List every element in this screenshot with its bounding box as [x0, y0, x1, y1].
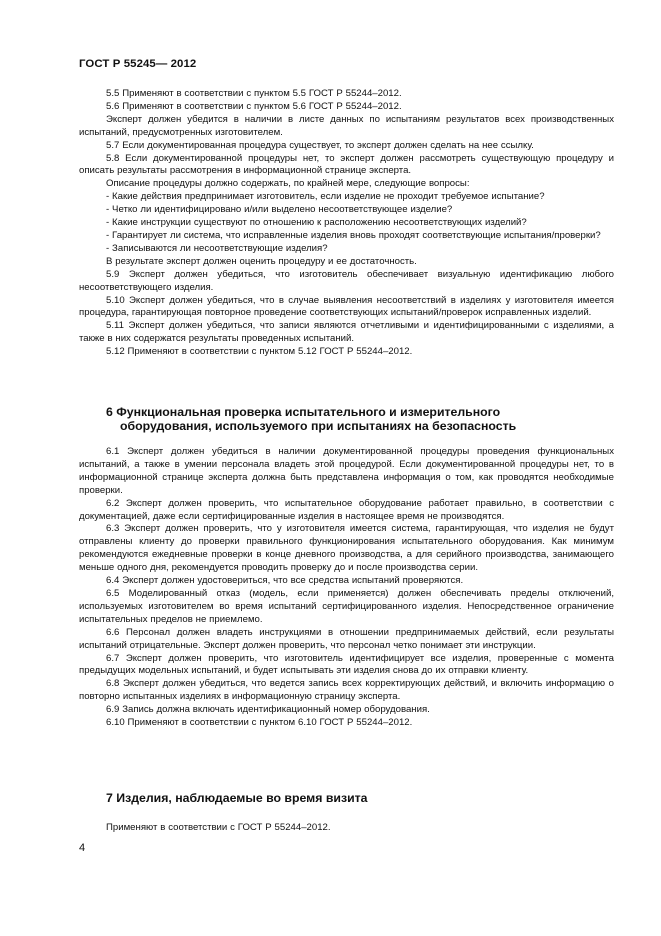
paragraph: 6.7 Эксперт должен проверить, что изготовитель идентифицирует все изделия, проверенные с момента предыдущих модельных испытаний, и будет испытывать эти изделия снова до их отправки клиенту. — [79, 652, 614, 677]
section6-heading — [106, 406, 606, 433]
paragraph: В результате эксперт должен оценить процедуру и ее достаточность. — [106, 255, 417, 267]
section5-clauses — [79, 88, 614, 359]
paragraph: 5.5 Применяют в соответствии с пунктом 5.5 ГОСТ Р 55244–2012. — [106, 88, 402, 99]
paragraph: 6.6 Персонал должен владеть инструкциями в отношении предпринимаемых действий, если результаты испытаний отрицательные. Эксперт должен проверить, что персонал четко понимает эти инструкции. — [79, 626, 614, 651]
paragraph: 6.9 Запись должна включать идентификационный номер оборудования. — [106, 704, 430, 716]
paragraph: 6.8 Эксперт должен убедиться, что ведется запись всех корректирующих действий, и включить информацию о повторно испытанных изделиях в информационную страницу эксперта. — [79, 678, 614, 703]
paragraph: Применяют в соответствии с ГОСТ Р 55244–2012. — [106, 822, 331, 833]
paragraph: 5.8 Если документированной процедуры нет, то эксперт должен рассмотреть существующую процедуру и описать результаты рассмотрения в информационной странице эксперта. — [79, 152, 614, 177]
section6-heading-line2: оборудования, используемого при испытаниях на безопасность — [120, 418, 517, 433]
list-item: - Какие инструкции существуют по отношению к расположению несоответствующих изделий? — [106, 217, 527, 229]
paragraph: 5.12 Применяют в соответствии с пунктом 5.12 ГОСТ Р 55244–2012. — [106, 346, 413, 358]
paragraph: 6.2 Эксперт должен проверить, что испытательное оборудование работает правильно, в соответствии с документацией, даже если сертифицированные изделия в настоящее время не производятся. — [79, 497, 614, 522]
list-item: - Какие действия предпринимает изготовитель, если изделие не проходит требуемое испытание? — [106, 191, 545, 203]
list-item: - Гарантирует ли система, что исправленные изделия вновь проходят соответствующие испытания/проверки? — [106, 229, 601, 241]
paragraph: 6.3 Эксперт должен проверить, что у изготовителя имеется система, гарантирующая, что изделия не будут отправлены клиенту до проверки правильного функционирования испытательного оборудования. Как минимум рекомендуются ежедневные проверки в конце дневного производства, а для серийного производства, занимающего меньше одного дня, рекомендуется проводить проверку до и после производства серии. — [79, 523, 614, 574]
section6-heading-line1: 6 Функциональная проверка испытательного и измерительного — [106, 405, 501, 419]
paragraph: 5.9 Эксперт должен убедиться, что изготовитель обеспечивает визуальную идентификацию любого несоответствующего изделия. — [79, 268, 614, 293]
section6-clauses — [79, 446, 614, 730]
paragraph: Описание процедуры должно содержать, по крайней мере, следующие вопросы: — [106, 178, 470, 190]
paragraph: 5.11 Эксперт должен убедиться, что записи являются отчетливыми и идентифицированными с изделиями, а также в них содержатся результаты проведенных испытаний. — [79, 320, 614, 345]
paragraph: 6.5 Моделированный отказ (модель, если применяется) должен обеспечивать пределы отключений, используемых изготовителем во время испытаний сертифицированного изделия. Непосредственное ограничение испытательных пределов не приемлемо. — [79, 587, 614, 625]
page-number: 4 — [79, 842, 86, 854]
paragraph: 5.7 Если документированная процедура существует, то эксперт должен сделать на нее ссылку. — [106, 139, 534, 151]
section7-body — [79, 822, 614, 835]
paragraph: 6.10 Применяют в соответствии с пунктом 6.10 ГОСТ Р 55244–2012. — [106, 717, 413, 729]
paragraph: Эксперт должен убедится в наличии в листе данных по испытаниям результатов всех производственных испытаний, предусмотренных изготовителем. — [79, 113, 614, 138]
paragraph: 6.1 Эксперт должен убедиться в наличии документированной процедуры проведения функциональных испытаний, а также в умении персонала владеть этой процедурой. Если документированной процедуры нет, то в информационной странице эксперта должна быть представлена информация о том, как проводятся необходимые проверки. — [79, 446, 614, 496]
paragraph: 6.4 Эксперт должен удостовериться, что все средства испытаний проверяются. — [106, 575, 464, 587]
standard-header: ГОСТ Р 55245— 2012 — [79, 58, 197, 70]
paragraph: 5.6 Применяют в соответствии с пунктом 5.6 ГОСТ Р 55244–2012. — [106, 100, 402, 112]
list-item: - Записываются ли несоответствующие изделия? — [106, 242, 328, 254]
list-item: - Четко ли идентифицировано и/или выделено несоответствующее изделие? — [106, 204, 453, 216]
paragraph: 5.10 Эксперт должен убедиться, что в случае выявления несоответствий в изделиях у изготовителя имеется процедура, гарантирующая повторное проведение соответствующих испытаний/проверок исправленных изделий. — [79, 294, 614, 319]
section7-heading: 7 Изделия, наблюдаемые во время визита — [106, 791, 368, 805]
